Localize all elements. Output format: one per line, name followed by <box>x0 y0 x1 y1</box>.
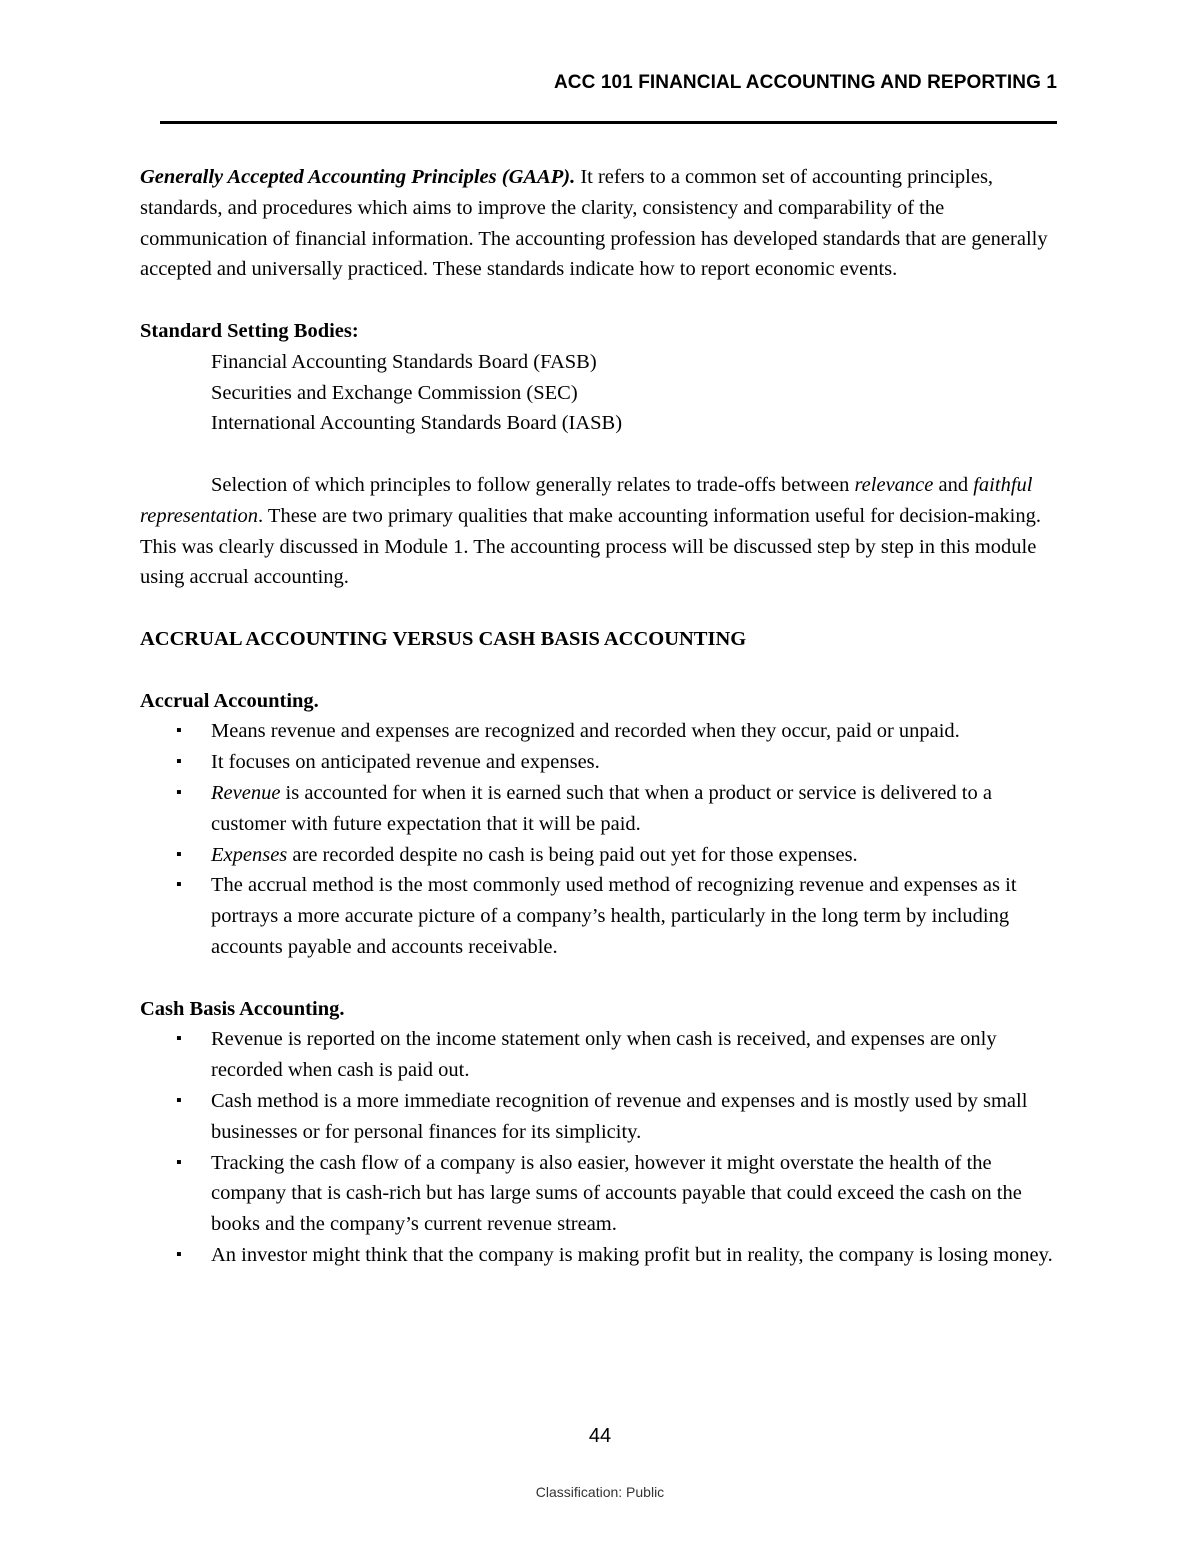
faithful-term: faithful representation <box>140 473 1033 527</box>
expenses-term: Expenses <box>211 843 288 866</box>
bullet-icon: ▪ <box>176 1091 182 1109</box>
gaap-text: It refers to a common set of accounting principles, standards, and procedures which aims to improve the clarity, consistency and comparability of the communication of financial information. The accounting profession has developed standards that are generally accepted and universally practiced. These standards indicate how to report economic events. <box>140 166 1048 281</box>
accrual-list <box>140 716 1060 962</box>
page-number: 44 <box>588 1425 612 1447</box>
accrual-heading: Accrual Accounting. <box>140 689 319 712</box>
standard-setting-item: Securities and Exchange Commission (SEC) <box>211 381 578 404</box>
header-rule <box>160 121 1057 124</box>
page-body <box>140 162 1060 1271</box>
list-item: ▪ Revenue is reported on the income statement only when cash is received, and expenses are only recorded when cash is paid out. <box>140 1024 1060 1086</box>
bullet-icon: ▪ <box>176 1153 182 1171</box>
gaap-term: Generally Accepted Accounting Principles (GAAP). <box>140 166 576 188</box>
standard-setting-list <box>140 347 1060 439</box>
section-title: ACCRUAL ACCOUNTING VERSUS CASH BASIS ACCOUNTING <box>140 627 747 650</box>
bullet-icon: ▪ <box>176 722 182 740</box>
bullet-icon: ▪ <box>176 876 182 894</box>
bullet-icon: ▪ <box>176 753 182 771</box>
standard-setting-item: International Accounting Standards Board (IASB) <box>211 412 623 435</box>
selection-text-1: Selection of which principles to follow generally relates to trade-offs between <box>211 473 855 496</box>
bullet-icon: ▪ <box>176 845 182 863</box>
list-item: ▪ Means revenue and expenses are recognized and recorded when they occur, paid or unpaid. <box>140 716 1060 747</box>
list-item: ▪ Expenses are recorded despite no cash is being paid out yet for those expenses. <box>140 840 1060 871</box>
standard-setting-heading: Standard Setting Bodies: <box>140 319 359 342</box>
cash-heading: Cash Basis Accounting. <box>140 997 345 1020</box>
gaap-paragraph <box>140 162 1060 285</box>
list-item: ▪ Revenue is accounted for when it is earned such that when a product or service is delivered to a customer with future expectation that it will be paid. <box>140 778 1060 840</box>
selection-paragraph <box>140 470 1060 593</box>
bullet-icon: ▪ <box>176 1030 182 1048</box>
bullet-icon: ▪ <box>176 1245 182 1263</box>
relevance-term: relevance <box>854 473 934 496</box>
list-item: ▪ Cash method is a more immediate recognition of revenue and expenses and is mostly used by small businesses or for personal finances for its simplicity. <box>140 1086 1060 1148</box>
classification-label: Classification: Public <box>535 1484 665 1500</box>
bullet-icon: ▪ <box>176 783 182 801</box>
standard-setting-item: Financial Accounting Standards Board (FASB) <box>211 350 597 373</box>
revenue-term: Revenue <box>211 781 281 804</box>
list-item: ▪ An investor might think that the company is making profit but in reality, the company is losing money. <box>140 1240 1060 1271</box>
list-item: ▪ It focuses on anticipated revenue and expenses. <box>140 747 1060 778</box>
selection-text-2: and <box>933 473 974 496</box>
list-item: ▪ Tracking the cash flow of a company is also easier, however it might overstate the health of the company that is cash-rich but has large sums of accounts payable that could exceed the cash on the books and the company’s current revenue stream. <box>140 1148 1060 1240</box>
running-header: ACC 101 FINANCIAL ACCOUNTING AND REPORTING 1 <box>553 72 1057 93</box>
cash-list <box>140 1024 1060 1270</box>
list-item: ▪ The accrual method is the most commonly used method of recognizing revenue and expenses as it portrays a more accurate picture of a company’s health, particularly in the long term by including accounts payable and accounts receivable. <box>140 870 1060 962</box>
selection-text-3: . These are two primary qualities that make accounting information useful for decision-making. This was clearly discussed in Module 1. The accounting process will be discussed step by step in this module using accrual accounting. <box>140 504 1041 589</box>
